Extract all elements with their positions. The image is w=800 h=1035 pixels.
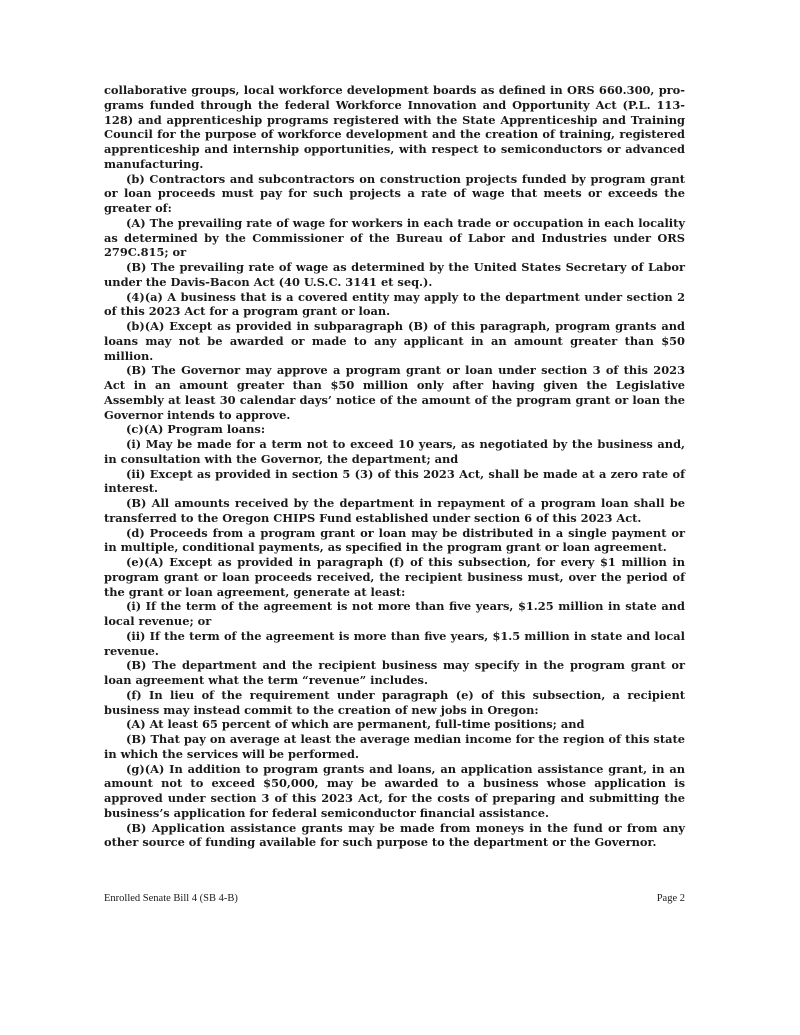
paragraph: (g)(A) In addition to program grants and loans, an application assistance grant, in an amount not to exceed $50,000, may be awarded to a business whose application is approved under section 3 of this 2023 Act, for the costs of preparing and submitting the business’s application for federal semiconductor financial assistance. xyxy=(104,761,685,820)
paragraph: (B) All amounts received by the department in repayment of a program loan shall be transferred to the Oregon CHIPS Fund established under section 6 of this 2023 Act. xyxy=(104,496,685,525)
paragraph: collaborative groups, local workforce development boards as defined in ORS 660.300, programs funded through the federal Workforce Innovation and Opportunity Act (P.L. 113-128) and apprenticeship programs registered with the State Apprenticeship and Training Council for the purpose of workforce development and the creation of training, registered apprenticeship and internship opportunities, with respect to semiconductors or advanced manufacturing. xyxy=(104,83,685,171)
paragraph: (4)(a) A business that is a covered entity may apply to the department under section 2 of this 2023 Act for a program grant or loan. xyxy=(104,289,685,319)
paragraph: (d) Proceeds from a program grant or loan may be distributed in a single payment or in multiple, conditional payments, as specified in the program grant or loan agreement. xyxy=(104,525,685,555)
paragraph: (B) The prevailing rate of wage as determined by the United States Secretary of Labor under the Davis-Bacon Act (40 U.S.C. 3141 et seq.). xyxy=(104,260,685,289)
paragraph: (B) The Governor may approve a program grant or loan under section 3 of this 2023 Act in an amount greater than $50 million only after having given the Legislative Assembly at least 30 calendar days’ notice of the amount of the program grant or loan the Governor intends to approve. xyxy=(104,363,685,422)
paragraph: (b) Contractors and subcontractors on construction projects funded by program grant or loan proceeds must pay for such projects a rate of wage that meets or exceeds the greater of: xyxy=(104,171,685,215)
paragraph: (b)(A) Except as provided in subparagraph (B) of this paragraph, program grants and loans may not be awarded or made to any applicant in an amount greater than $50 million. xyxy=(104,319,685,363)
paragraph: (B) That pay on average at least the average median income for the region of this state in which the services will be performed. xyxy=(104,732,685,761)
page-number: Page 2 xyxy=(656,893,685,904)
paragraph: (i) May be made for a term not to exceed 10 years, as negotiated by the business and, in consultation with the Governor, the department; and xyxy=(104,437,685,466)
paragraph: (ii) If the term of the agreement is more than five years, $1.5 million in state and local revenue. xyxy=(104,628,685,658)
page-footer xyxy=(104,893,685,904)
bill-name: Enrolled Senate Bill 4 (SB 4-B) xyxy=(104,893,238,904)
paragraph: (ii) Except as provided in section 5 (3) of this 2023 Act, shall be made at a zero rate of interest. xyxy=(104,466,685,496)
paragraph: (B) The department and the recipient business may specify in the program grant or loan agreement what the term “revenue” includes. xyxy=(104,658,685,687)
document-body xyxy=(104,83,685,850)
paragraph: (c)(A) Program loans: xyxy=(126,422,266,437)
paragraph: (A) The prevailing rate of wage for workers in each trade or occupation in each locality as determined by the Commissioner of the Bureau of Labor and Industries under ORS 279C.815; or xyxy=(104,215,685,260)
paragraph: (i) If the term of the agreement is not more than five years, $1.25 million in state and local revenue; or xyxy=(104,599,685,628)
paragraph: (B) Application assistance grants may be made from moneys in the fund or from any other source of funding available for such purpose to the department or the Governor. xyxy=(104,820,685,850)
paragraph: (f) In lieu of the requirement under paragraph (e) of this subsection, a recipient business may instead commit to the creation of new jobs in Oregon: xyxy=(104,687,685,717)
paragraph: (A) At least 65 percent of which are permanent, full-time positions; and xyxy=(126,717,585,732)
paragraph: (e)(A) Except as provided in paragraph (f) of this subsection, for every $1 million in program grant or loan proceeds received, the recipient business must, over the period of the grant or loan agreement, generate at least: xyxy=(104,555,685,599)
